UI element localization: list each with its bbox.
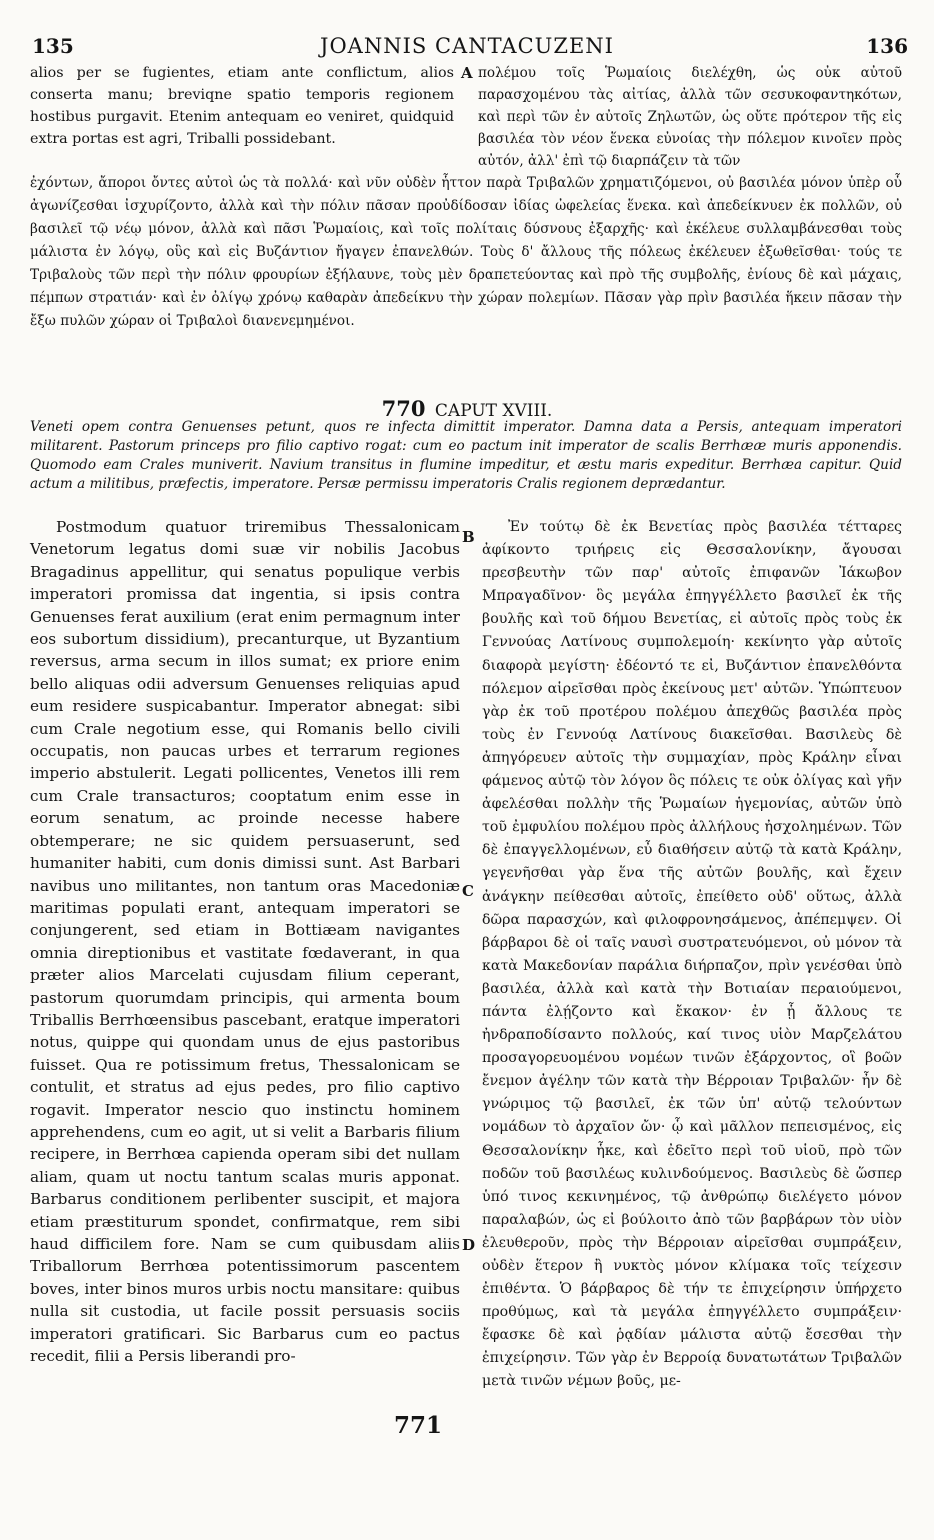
running-header <box>0 34 934 62</box>
running-title: JOANNIS CANTACUZENI <box>320 34 614 58</box>
chapter-page-marker: 770 <box>381 396 426 421</box>
top-greek-continuation: ἐχόντων, ἄποροι ὄντες αὐτοὶ ὡς τὰ πολλά· καὶ νῦν οὐδὲν ἧττον παρὰ Τριβαλῶν χρηματιζόμενοι, οὐ βασιλέα μόνον ὑπὲρ οὗ ἀγωνίζεσθαι ἰσχυρίζοντο, ἀλλὰ καὶ τὴν πόλιν πᾶσαν προὐδίδοσαν ἰδίας ὠφελείας ἕνεκα. καὶ ἀπεδείκνυεν ἐκ πολλῶν, οὐ βασιλεῖ τῷ νέῳ μόνον, ἀλλὰ καὶ πᾶσι Ῥωμαίοις, καὶ τοῖς πολίταις δύσνους ἐξαρχῆς· καὶ ἐκέλευε συλλαμβάνεσθαι τοὺς μάλιστα ἐν λόγῳ, οὓς καὶ εἰς Βυζάντιον ἤγαγεν ἐπανελθών. Τοὺς δ' ἄλλους τῆς πόλεως ἐκέλευεν ἐξωθεῖσθαι· τούς τε Τριβαλοὺς τῶν περὶ τὴν πόλιν φρουρίων ἐξήλαυνε, τοὺς μὲν δραπετεύοντας καὶ πρὸ τῆς συμβολῆς, ἐνίους δὲ καὶ μάχαις, πέμπων στρατιάν· καὶ ἐν ὀλίγῳ χρόνῳ καθαρὰν ἀπεδείκνυ τὴν χώραν πολεμίων. Πᾶσαν γὰρ πρὶν βασιλέα ἥκειν πᾶσαν τὴν ἔξω πυλῶν χώραν οἱ Τριβαλοὶ διανενεμημένοι. <box>30 175 902 329</box>
top-latin-text: alios per se fugientes, etiam ante conflictum, alios conserta manu; breviqne spatio temporis regionem hostibus purgavit. Etenim antequam eo veniret, quidquid extra portas est agri, Triballi possidebant. <box>30 65 454 147</box>
top-greek-text: πολέμου τοῖς Ῥωμαίοις διελέχθη, ὡς οὐκ αὐτοῦ παρασχομένου τὰς αἰτίας, ἀλλὰ τῶν σεσυκοφαντηκότων, καὶ περὶ τῶν ἐν αὐτοῖς Ζηλωτῶν, ὡς οὔτε πρότερον τῆς εἰς βασιλέα τὸν νέον ἕνεκα εὐνοίας τὴν πόλεμον κινοῖεν πρὸς αὐτόν, ἀλλ' ἐπὶ τῷ διαρπάζειν τὰ τῶν <box>478 65 902 169</box>
margin-letter-d: D <box>462 1236 476 1254</box>
greek-paragraph: Ἐν τούτῳ δὲ ἐκ Βενετίας πρὸς βασιλέα τέτταρες ἀφίκοντο τριήρεις εἰς Θεσσαλονίκην, ἄγουσαι πρεσβευτὴν τῶν παρ' αὐτοῖς ἐπιφανῶν Ἰάκωβον Μπραγαδῖνον· ὃς μεγάλα ἐπηγγέλλετο βασιλεῖ ἐκ τῆς βουλῆς καὶ τοῦ δήμου Βενετίας, εἰ αὐτοῖς πρὸς τοὺς ἐκ Γεννούας Λατίνους συμπολεμοίη· κεκίνητο γὰρ αὐτοῖς διαφορὰ μεγίστη· ἐδέοντό τε εἰ, Βυζάντιον ἐπανελθόντα πόλεμον αἱρεῖσθαι πρὸς ἐκείνους μετ' αὐτῶν. Ὑπώπτευον γὰρ ἐκ τοῦ προτέρου πολέμου ἀπεχθῶς βασιλέα πρὸς τοὺς ἐν Γεννούᾳ Λατίνους διακεῖσθαι. Βασιλεὺς δὲ ἀπηγόρευεν αὐτοῖς τὴν συμμαχίαν, πρὸς Κράλην εἶναι φάμενος αὐτῷ τὸν λόγον ὃς πόλεις τε οὐκ ὀλίγας καὶ γῆν ἀφελέσθαι πολλὴν τῆς Ῥωμαίων ἡγεμονίας, αὐτῶν ὑπὸ τοῦ ἐμφυλίου πολέμου πρὸς ἀλλήλους ἠσχολημένων. Τῶν δὲ ἐπαγγελλομένων, εὖ διαθήσειν αὐτῷ τὰ κατὰ Κράλην, γεγενῆσθαι γὰρ ἕνα τῆς αὐτῶν βουλῆς, καὶ ἔχειν ἀνάγκην πείθεσθαι αὐτοῖς, ἐπείθετο οὐδ' οὕτως, ἀλλὰ δῶρα παρασχών, καὶ φιλοφρονησάμενος, ἀπέπεμψεν. Οἱ βάρβαροι δὲ οἱ ταῖς ναυσὶ συστρατευόμενοι, οὐ μόνον τὰ κατὰ Μακεδονίαν παράλια διήρπαζον, πρὶν γενέσθαι ὑπὸ βασιλέα, ἀλλὰ καὶ κατὰ τὴν Βοτιαίαν περαιούμενοι, πάντα ἐλῄζοντο καὶ ἔκακον· ἐν ᾗ ἄλλους τε ἠνδραποδίσαντο πολλούς, καί τινος υἱὸν Μαρζελάτου προσαγορευομένου νομέων τινῶν ἐξάρχοντος, οἳ βοῶν ἔνεμον ἀγέλην τῶν κατὰ τὴν Βέρροιαν Τριβαλῶν· ἦν δὲ γνώριμος τῷ βασιλεῖ, ἐκ τῶν ὑπ' αὐτῷ τελούντων νομάδων τὸ ἀρχαῖον ὤν· ᾧ καὶ μᾶλλον πεπεισμένος, εἰς Θεσσαλονίκην ἧκε, καὶ ἐδεῖτο περὶ τοῦ υἱοῦ, πρὸ τῶν ποδῶν τοῦ βασιλέως κυλινδούμενος. Βασιλεὺς δὲ ὥσπερ ὑπό τινος κεκινημένος, τῷ ἀνθρώπῳ διελέγετο μόνον παραλαβών, ὡς εἰ βούλοιτο ἀπὸ τῶν βαρβάρων τὸν υἱὸν ἐλευθεροῦν, πρὸς τὴν Βέρροιαν αἱρεῖσθαι συμπράξειν, οὐδὲν ἕτερον ἢ νυκτὸς μόνον κλίμακα τοῖς τείχεσιν ἐπιθέντα. Ὁ βάρβαρος δὲ τήν τε ἐπιχείρησιν ὑπήρχετο προθύμως, καὶ τὰ μεγάλα ἐπηγγέλλετο συμπράξειν· ἔφασκε δὲ καὶ ῥᾳδίαν μάλιστα αὐτῷ ἔσεσθαι τὴν ἐπιχείρησιν. Τῶν γὰρ ἐν Βερροίᾳ δυνατωτάτων Τριβαλῶν μετὰ τινῶν νέμων βοῦς, με- <box>482 519 902 1390</box>
chapter-title: CAPUT XVIII. <box>434 401 553 421</box>
page-number-left: 135 <box>32 34 74 58</box>
margin-letter-a: A <box>461 64 473 82</box>
margin-letter-c: C <box>462 882 474 900</box>
body-greek-column <box>482 516 902 1394</box>
latin-paragraph: Postmodum quatuor triremibus Thessalonicam Venetorum legatus domi suæ vir nobilis Jacobus Bragadinus appellitur, qui senatus populique verbis imperatori promissa dat ingentia, si ipsis contra Genuenses ferat auxilium (erat enim permagnum inter eos subortum dissidium), precanturque, ut Byzantium reversus, arma secum in illos sumat; ex priore enim bello aliquas odii adversum Genuenses reliquias apud eum residere suspicabantur. Imperator abnegat: sibi cum Crale negotium esse, qui Romanis bello civili occupatis, non paucas urbes et terrarum regiones imperio abstulerit. Legati pollicentes, Venetos illi rem cum Crale transacturos; cooptatum enim esse in eorum senatum, ac proinde necesse habere obtemperare; ne sic quidem persuaserunt, sed humaniter habiti, cum donis dimissi sunt. Ast Barbari navibus uno militantes, non tantum oras Macedoniæ maritimas populati erant, antequam imperatori se conjungerent, sed etiam in Bottiæam navigantes omnia direptionibus et vastitate fœdaverant, in qua præter alios Marcelati cujusdam filium ceperant, pastorum quorumdam principis, qui armenta boum Triballis Berrhœensibus pascebant, eratque imperatori notus, quippe qui quondam unus de ejus pastoribus fuisset. Qua re potissimum fretus, Thessalonicam se contulit, et stratus ad ejus pedes, pro filio captivo rogavit. Imperator nescio quo instinctu hominem apprehendens, cum eo agit, ut si velit a Barbaris filium recipere, in Berrhœa capienda operam sibi det nullam aliam, quam ut noctu tantum scalas muris apponat. Barbarus conditionem perlibenter suscipit, et majora etiam præstiturum spondet, confirmatque, rem sibi haud difficilem fore. Nam se cum quibusdam aliis Triballorum Berrhœa potentissimorum pascentem boves, inter binos muros urbis noctu mansitare: quibus nulla sit custodia, ut facile possit persuasis sociis imperatori gratificari. Sic Barbarus cum eo pactus recedit, filii a Persis liberandi pro- <box>30 518 460 1366</box>
margin-letter-b: B <box>462 528 475 546</box>
chapter-summary: Veneti opem contra Genuenses petunt, quos re infecta dimittit imperator. Damna data a Persis, antequam imperatori militarent. Pastorum princeps pro filio captivo rogat: cum eo pactum init imperator de scalis Berrhææ muris apponendis. Quomodo eam Crales muniverit. Navium transitus in flumine impeditur, et æstu maris expeditur. Berrhæa capitur. Quid actum a militibus, præfectis, imperatore. Persæ permissu imperatoris Cralis regionem deprædantur. <box>30 419 902 492</box>
page-number-right: 136 <box>866 34 908 58</box>
body-latin-column <box>30 516 460 1367</box>
margin-page-marker-771: 771 <box>394 1412 443 1439</box>
